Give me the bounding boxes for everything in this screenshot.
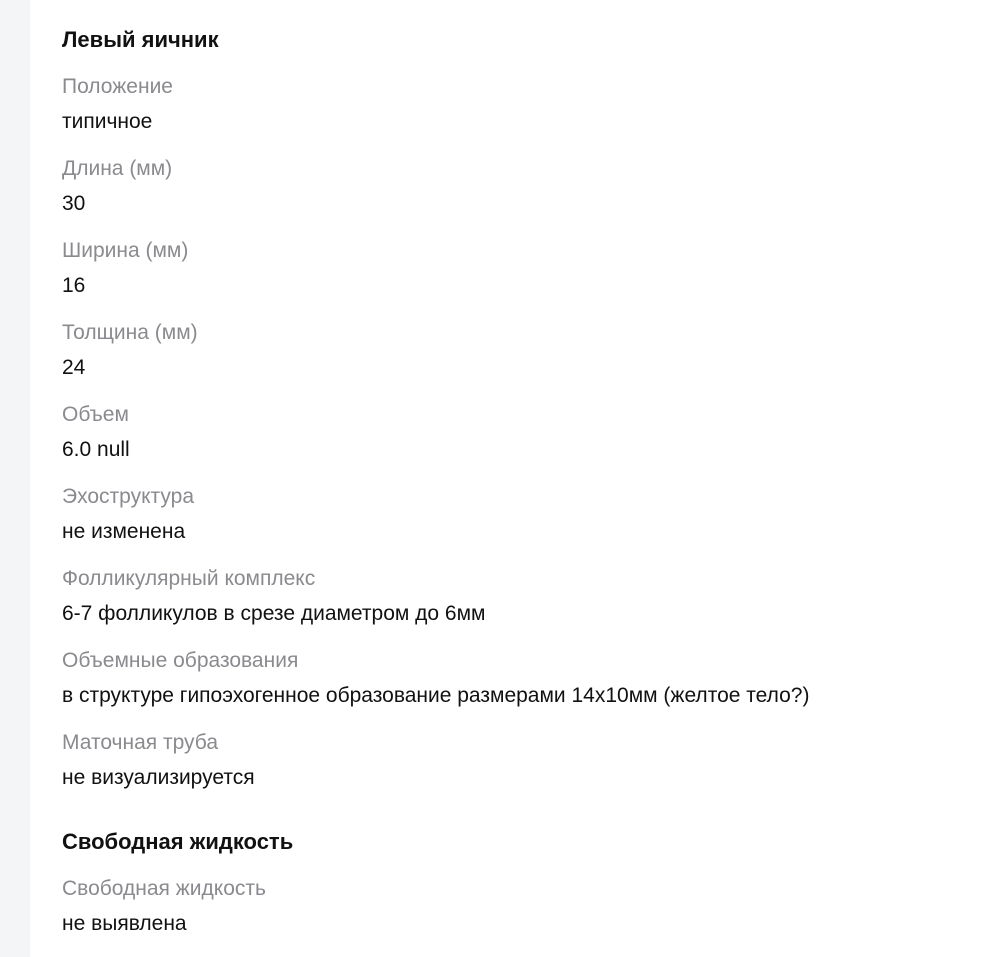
field [62,872,1000,941]
field-value: 30 [62,192,86,215]
field [62,726,1000,795]
field-label: Фолликулярный комплекс [62,567,316,590]
field-label: Объем [62,403,129,426]
section [62,23,1000,795]
field [62,398,1000,467]
field-label: Ширина (мм) [62,239,189,262]
section [62,825,1000,941]
field-value: 24 [62,356,86,379]
field-label: Свободная жидкость [62,877,266,900]
field-value: 16 [62,274,86,297]
section-title: Левый яичник [62,27,219,52]
field-label: Маточная труба [62,731,218,754]
field [62,316,1000,385]
left-sidebar-strip [0,0,30,957]
field-value: не изменена [62,520,186,543]
section-title: Свободная жидкость [62,829,294,854]
field-value: не выявлена [62,912,187,935]
field [62,644,1000,713]
field [62,562,1000,631]
field [62,152,1000,221]
report-content [62,23,1000,941]
field [62,480,1000,549]
field-label: Толщина (мм) [62,321,198,344]
field-value: не визуализируется [62,766,255,789]
field-label: Положение [62,75,173,98]
field-label: Объемные образования [62,649,299,672]
field-value: в структуре гипоэхогенное образование размерами 14х10мм (желтое тело?) [62,684,810,707]
field [62,70,1000,139]
field-value: 6-7 фолликулов в срезе диаметром до 6мм [62,602,486,625]
field-value: 6.0 null [62,438,130,461]
field-label: Длина (мм) [62,157,173,180]
field [62,234,1000,303]
field-value: типичное [62,110,153,133]
field-label: Эхоструктура [62,485,194,508]
